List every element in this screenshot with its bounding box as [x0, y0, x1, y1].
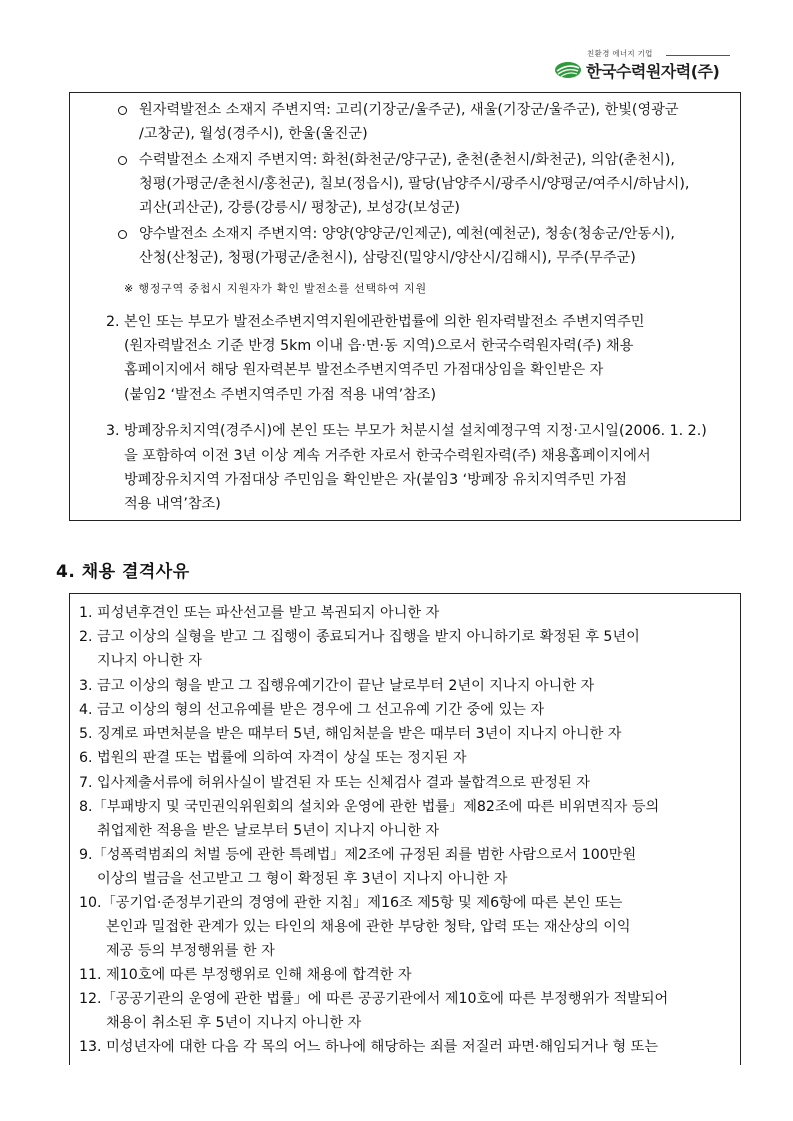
area-line: 양수발전소 소재지 주변지역: 양양(양양군/인제군), 예천(예천군), 청송(청송군/안동시), — [139, 226, 675, 242]
eligibility-item: 2. 본인 또는 부모가 발전소주변지역지원에관한법률에 의한 원자력발전소 주변지역주민 — [106, 314, 645, 330]
eligibility-area-box — [69, 92, 741, 521]
disqualification-item: 2. 금고 이상의 실형을 받고 그 집행이 종료되거나 집행을 받지 아니하기로 확정된 후 5년이 — [79, 629, 640, 645]
disqualification-item: 1. 피성년후견인 또는 파산선고를 받고 복권되지 아니한 자 — [79, 605, 440, 621]
disqualification-item-cont: 본인과 밀접한 관계가 있는 타인의 채용에 관한 부당한 청탁, 압력 또는 재산상의 이익 — [106, 919, 631, 935]
disqualification-item-cont: 지나지 아니한 자 — [97, 653, 202, 669]
disqualification-box — [69, 593, 741, 1065]
disqualification-item: 13. 미성년자에 대한 다음 각 목의 어느 하나에 해당하는 죄를 저질러 파면·해임되거나 형 또는 — [79, 1039, 659, 1055]
eligibility-item-cont: 방폐장유치지역 가점대상 주민임을 확인받은 자(붙임3 ‘방폐장 유치지역주민 가점 — [124, 472, 627, 488]
area-line: 산청(산청군), 청평(가평군/춘천시), 삼랑진(밀양시/양산시/김해시), 무주(무주군) — [139, 250, 636, 266]
area-line: 원자력발전소 소재지 주변지역: 고리(기장군/울주군), 새울(기장군/울주군), 한빛(영광군 — [139, 102, 679, 118]
disqualification-item: 12.「공공기관의 운영에 관한 법률」에 따른 공공기관에서 제10호에 따른 부정행위가 적발되어 — [79, 991, 669, 1007]
section-heading: 4. 채용 결격사유 — [56, 562, 190, 582]
logo-rule — [666, 55, 730, 56]
disqualification-item: 4. 금고 이상의 형의 선고유예를 받은 경우에 그 선고유예 기간 중에 있는 자 — [79, 702, 545, 718]
disqualification-item: 7. 입사제출서류에 허위사실이 발견된 자 또는 신체검사 결과 불합격으로 판정된 자 — [79, 775, 590, 791]
eligibility-item-cont: 을 포함하여 이전 3년 이상 계속 거주한 자로서 한국수력원자력(주) 채용홈페이지에서 — [124, 448, 651, 464]
area-line: 수력발전소 소재지 주변지역: 화천(화천군/양구군), 춘천(춘천시/화천군), 의암(춘천시), — [139, 152, 675, 168]
area-line: 괴산(괴산군), 강릉(강릉시/ 평창군), 보성강(보성군) — [139, 200, 460, 216]
disqualification-item-cont: 이상의 벌금을 선고받고 그 형이 확정된 후 3년이 지나지 아니한 자 — [97, 871, 508, 887]
disqualification-item: 8.「부패방지 및 국민권익위원회의 설치와 운영에 관한 법률」제82조에 따른 비위면직자 등의 — [79, 799, 660, 815]
company-logo — [552, 48, 742, 84]
disqualification-item-cont: 취업제한 적용을 받은 날로부터 5년이 지나지 아니한 자 — [97, 823, 440, 839]
eligibility-item-cont: 홈페이지에서 해당 원자력본부 발전소주변지역주민 가점대상임을 확인받은 자 — [124, 362, 604, 378]
eligibility-item-cont: (붙임2 ‘발전소 주변지역주민 가점 적용 내역’참조) — [124, 387, 437, 403]
eligibility-item-cont: 적용 내역’참조) — [124, 496, 221, 512]
area-line: /고창군), 월성(경주시), 한울(울진군) — [139, 126, 368, 142]
disqualification-item: 11. 제10호에 따른 부정행위로 인해 채용에 합격한 자 — [79, 967, 412, 983]
disqualification-item-cont: 채용이 취소된 후 5년이 지나지 아니한 자 — [106, 1015, 362, 1031]
logo-tagline: 친환경 에너지 기업 — [587, 49, 653, 58]
khnp-logo-icon — [554, 61, 582, 79]
circle-bullet-icon — [118, 156, 127, 165]
disqualification-item: 9.「성폭력범죄의 처벌 등에 관한 특례법」제2조에 규정된 죄를 범한 사람으로서 100만원 — [79, 847, 637, 863]
logo-company-name: 한국수력원자력(주) — [586, 62, 720, 81]
disqualification-item: 10.「공기업·준정부기관의 경영에 관한 지침」제16조 제5항 및 제6항에 따른 본인 또는 — [79, 895, 623, 911]
area-note: ※ 행정구역 중첩시 지원자가 확인 발전소를 선택하여 지원 — [124, 282, 427, 295]
disqualification-item: 6. 법원의 판결 또는 법률에 의하여 자격이 상실 또는 정지된 자 — [79, 750, 467, 766]
disqualification-item: 3. 금고 이상의 형을 받고 그 집행유예기간이 끝난 날로부터 2년이 지나지 아니한 자 — [79, 678, 595, 694]
disqualification-item: 5. 징계로 파면처분을 받은 때부터 5년, 해임처분을 받은 때부터 3년이 지나지 아니한 자 — [79, 726, 622, 742]
eligibility-item: 3. 방폐장유치지역(경주시)에 본인 또는 부모가 처분시설 설치예정구역 지정·고시일(2006. 1. 2.) — [106, 423, 707, 439]
circle-bullet-icon — [118, 106, 127, 115]
circle-bullet-icon — [118, 230, 127, 239]
disqualification-item-cont: 제공 등의 부정행위를 한 자 — [106, 943, 275, 959]
eligibility-item-cont: (원자력발전소 기준 반경 5km 이내 읍·면·동 지역)으로서 한국수력원자력(주) 채용 — [124, 338, 634, 354]
area-line: 청평(가평군/춘천시/홍천군), 칠보(정읍시), 팔당(남양주시/광주시/양평군/여주시/하남시), — [139, 176, 690, 192]
